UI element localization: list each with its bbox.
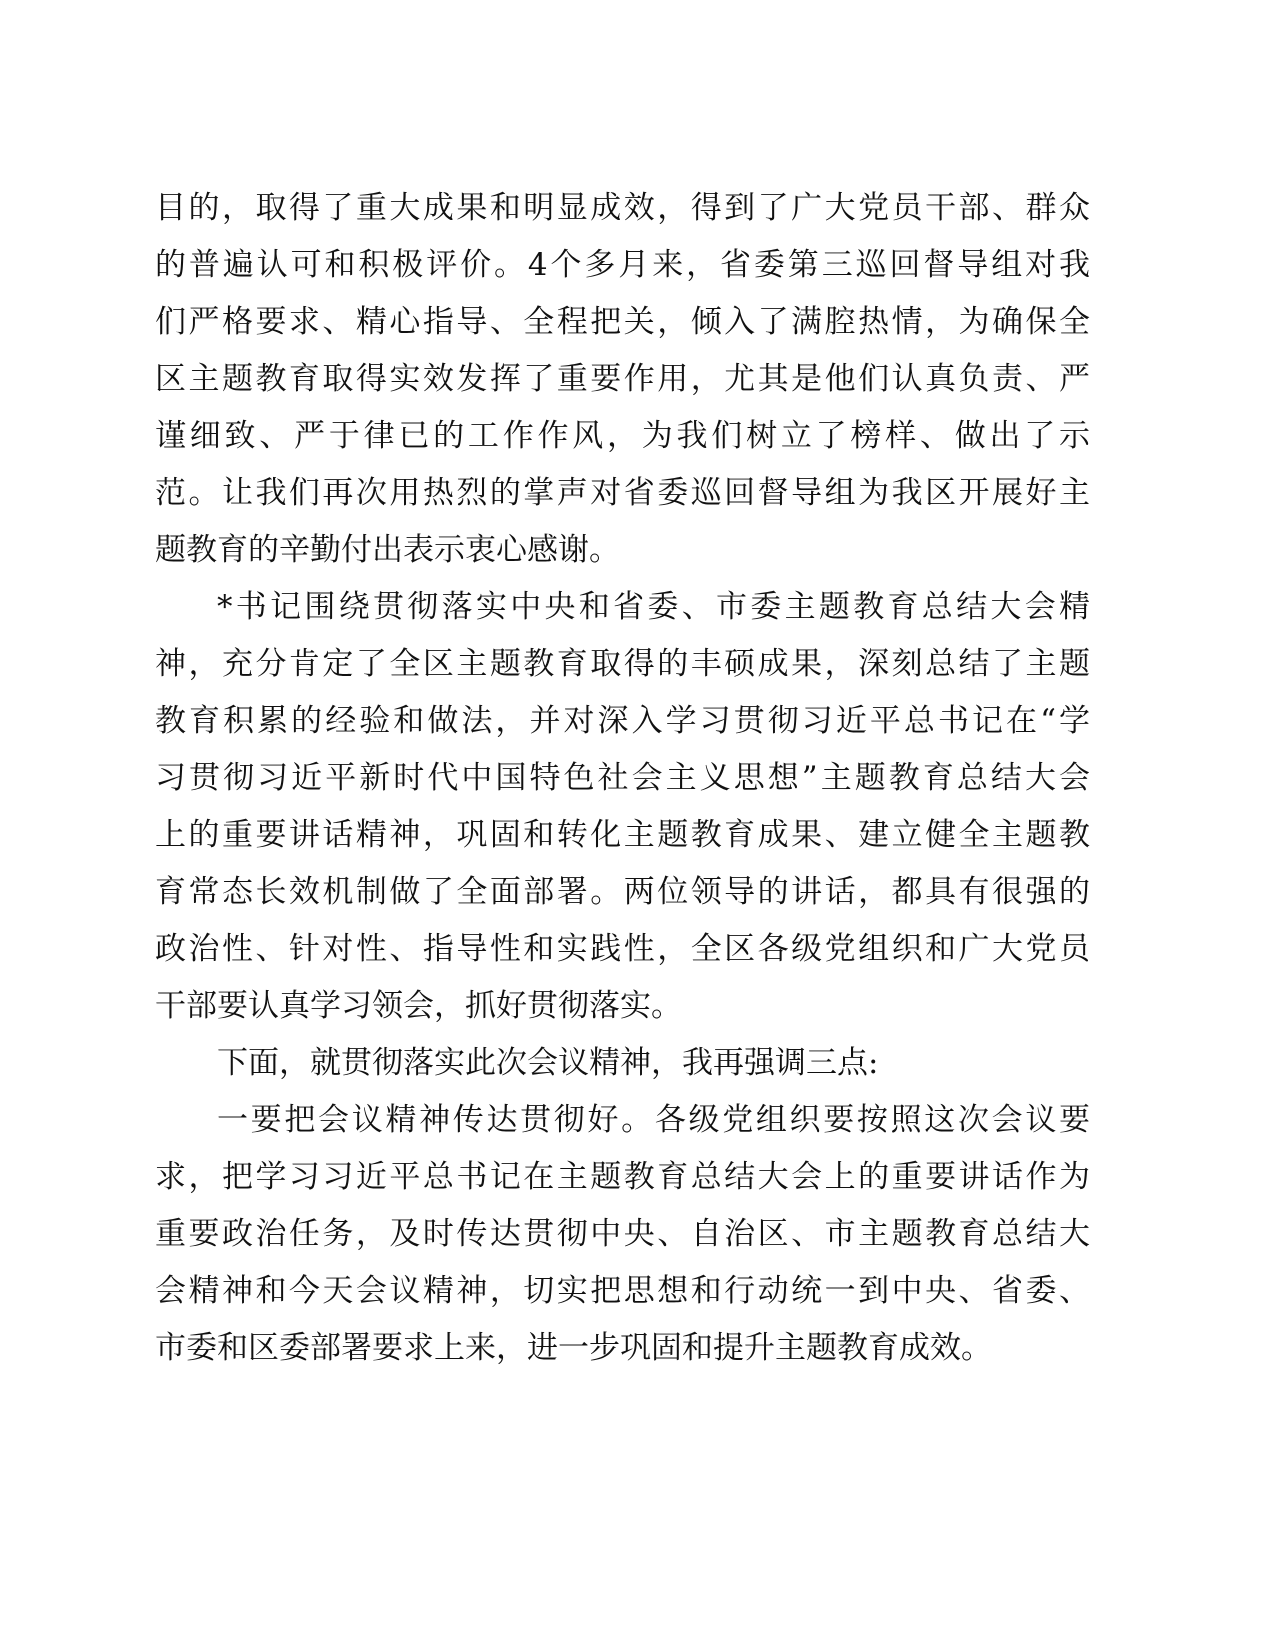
text-line: 干部要认真学习领会，抓好贯彻落实。 xyxy=(155,988,682,1024)
text-line: 范。让我们再次用热烈的掌声对省委巡回督导组为我区开展好主 xyxy=(155,475,1090,511)
text-line: 目的，取得了重大成果和明显成效，得到了广大党员干部、群众 xyxy=(155,190,1090,226)
text-line: 一要把会议精神传达贯彻好。各级党组织要按照这次会议要 xyxy=(217,1102,1090,1138)
text-line: 重要政治任务，及时传达贯彻中央、自治区、市主题教育总结大 xyxy=(155,1216,1090,1252)
text-line: 神，充分肯定了全区主题教育取得的丰硕成果，深刻总结了主题 xyxy=(155,646,1090,682)
paragraph-2 xyxy=(155,579,1090,1035)
text-line: 政治性、针对性、指导性和实践性，全区各级党组织和广大党员 xyxy=(155,931,1090,967)
text-line: 的普遍认可和积极评价。4个多月来，省委第三巡回督导组对我 xyxy=(155,247,1090,283)
text-line: 习贯彻习近平新时代中国特色社会主义思想”主题教育总结大会 xyxy=(155,760,1090,796)
text-line: 下面，就贯彻落实此次会议精神，我再强调三点: xyxy=(217,1045,879,1081)
paragraph-4 xyxy=(155,1092,1090,1377)
text-line: 题教育的辛勤付出表示衷心感谢。 xyxy=(155,532,620,568)
text-line: 市委和区委部署要求上来，进一步巩固和提升主题教育成效。 xyxy=(155,1330,992,1366)
text-line: *书记围绕贯彻落实中央和省委、市委主题教育总结大会精 xyxy=(217,589,1090,625)
text-line: 们严格要求、精心指导、全程把关，倾入了满腔热情，为确保全 xyxy=(155,304,1090,340)
text-line: 教育积累的经验和做法，并对深入学习贯彻习近平总书记在“学 xyxy=(155,703,1090,739)
text-line: 上的重要讲话精神，巩固和转化主题教育成果、建立健全主题教 xyxy=(155,817,1090,853)
text-line: 求，把学习习近平总书记在主题教育总结大会上的重要讲话作为 xyxy=(155,1159,1090,1195)
paragraph-3 xyxy=(155,1035,1090,1092)
document-body xyxy=(155,180,1090,1377)
paragraph-1 xyxy=(155,180,1090,579)
text-line: 会精神和今天会议精神，切实把思想和行动统一到中央、省委、 xyxy=(155,1273,1090,1309)
text-line: 谨细致、严于律已的工作作风，为我们树立了榜样、做出了示 xyxy=(155,418,1090,454)
text-line: 育常态长效机制做了全面部署。两位领导的讲话，都具有很强的 xyxy=(155,874,1090,910)
text-line: 区主题教育取得实效发挥了重要作用，尤其是他们认真负责、严 xyxy=(155,361,1090,397)
